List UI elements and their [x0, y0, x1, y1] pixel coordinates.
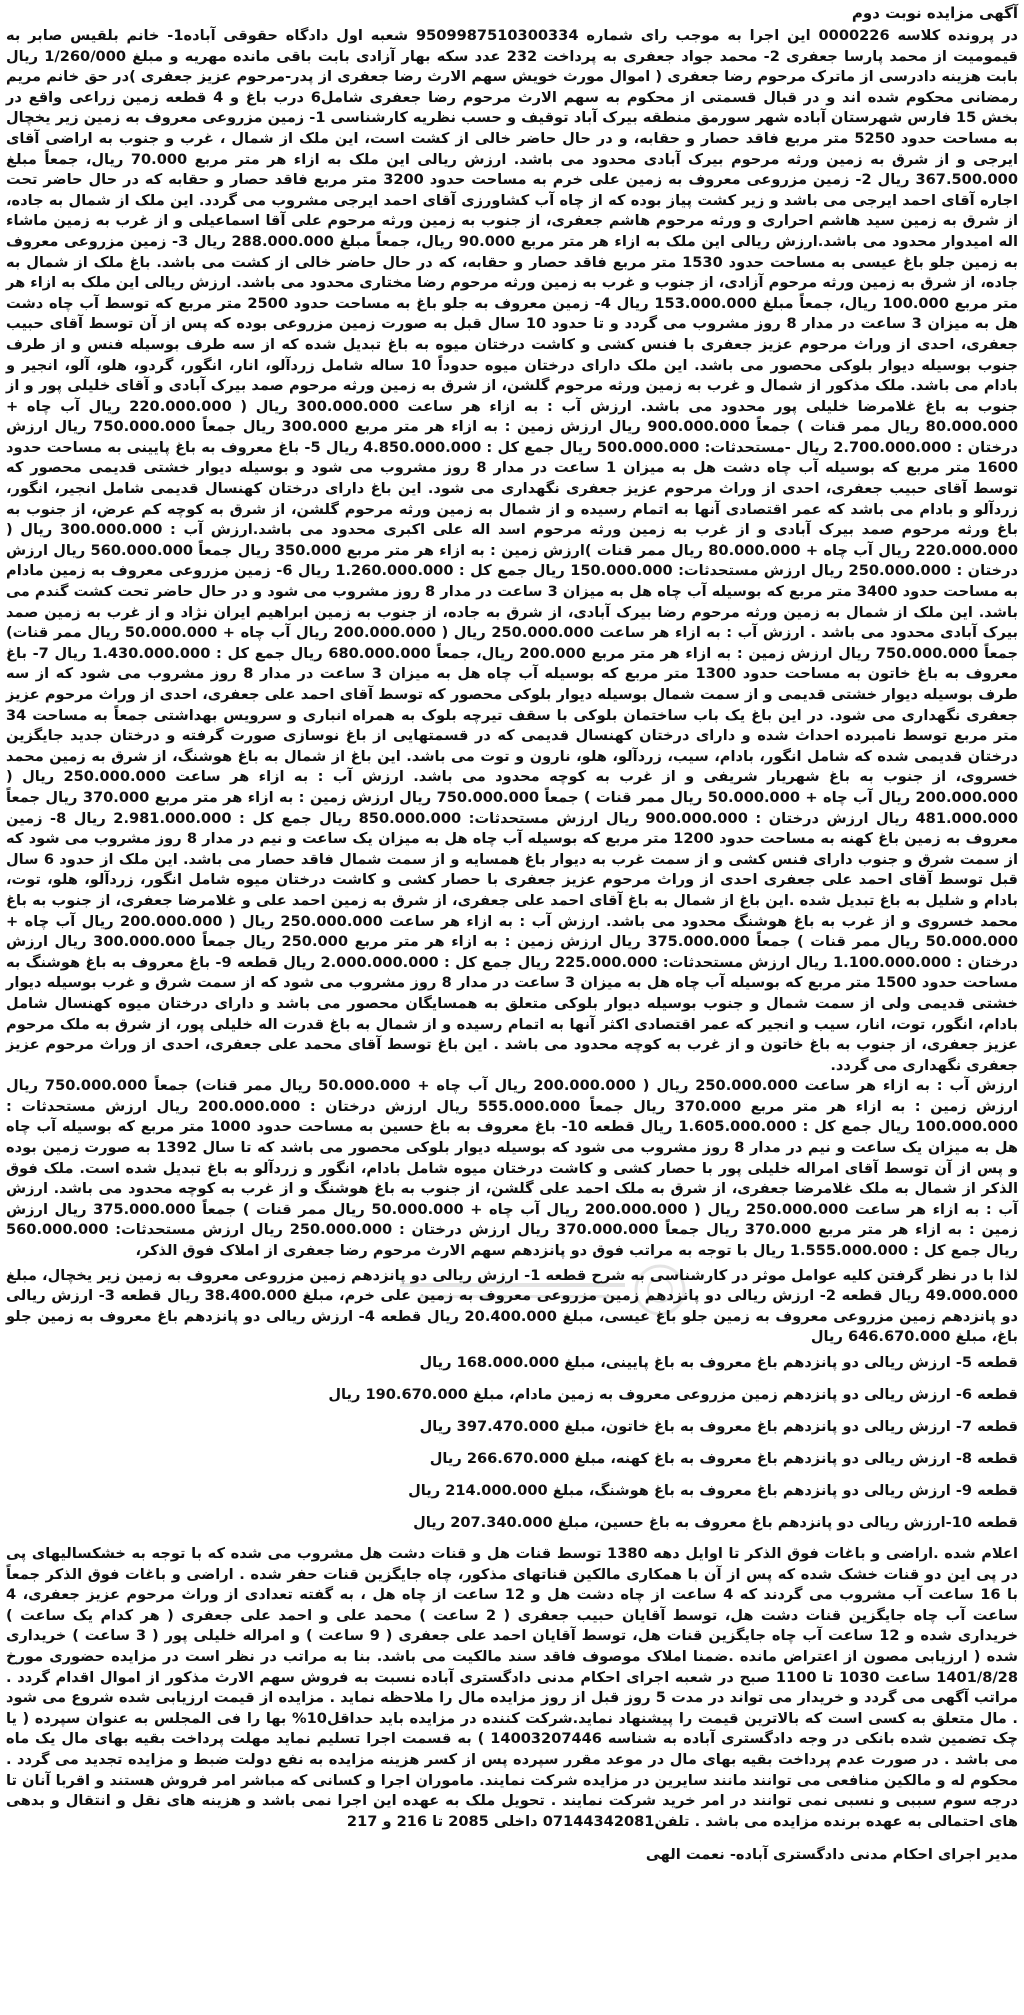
signature-line: مدیر اجرای احکام مدنی دادگستری آباده- نعمت الهی	[645, 1846, 1018, 1864]
list-item: قطعه 10-ارزش ریالی دو پانزدهم باغ معروف به باغ حسین، مبلغ 207.340.000 ریال	[413, 1514, 1018, 1531]
list-item: قطعه 8- ارزش ریالی دو پانزدهم باغ معروف به باغ کهنه، مبلغ 266.670.000 ریال	[429, 1450, 1018, 1467]
notice-title: آگهی مزایده نوبت دوم	[851, 4, 1018, 22]
notice-body-plot10: ارزش آب : به ازاء هر ساعت 250.000.000 ریال ( 200.000.000 ریال آب چاه + 50.000.000 ریال ممر قنات) جمعاً 750.000.000 ریال ارزش زمین : به ازاء هر متر مربع 370.000 ریال جمعاً 555.000.000 ریال ارزش درختان : 200.000.000 ریال ارزش مستحدثات : 100.000.000 ریال جمع کل : 1.605.000.000 ریال قطعه 10- باغ معروف به باغ حسین به مساحت حدود 1000 متر مربع که بوسیله آب چاه هل به میزان یک ساعت و نیم در مدار 8 روز مشروب می شود که بوسیله دیوار بلوکی محصور می باشد که تا سال 1392 به صورت زمین بوده و پس از آن توسط آقای امراله خلیلی پور با حصار کشی و کاشت درختان میوه شامل بادام، انگور و زردآلو به باغ تبدیل شده است. ملک فوق الذکر از شمال به ملک غلامرضا جعفری، از شرق به ملک احمد علی گلشن، از جنوب به باغ هوشنگ و از غرب به کوچه محدود می باشد. ارزش آب : به ازاء هر ساعت 250.000.000 ریال ( 200.000.000 ریال آب چاه + 50.000.000 ریال ممر قنات ) جمعاً 375.000.000 ریال ارزش زمین : به ازاء هر متر مربع 370.000 ریال جمعاً 370.000.000 ریال ارزش درختان : 250.000.000 ریال ارزش مستحدثات: 560.000.000 ریال جمع کل : 1.555.000.000 ریال با توجه به مراتب فوق دو پانزدهم سهم الارث مرحوم رضا جعفری از املاک فوق الذکر،	[6, 1077, 1019, 1260]
plot-valuation-list	[6, 1352, 1018, 1533]
notice-body-main: در پرونده کلاسه 0000226 این اجرا به موجب رای شماره 9509987510300334 شعبه اول دادگاه حقوقی آباده1- خانم بلقیس صابر به قیمومیت از محمد پارسا جعفری 2- محمد جواد جعفری به پرداخت 232 عدد سکه بهار آزادی بابت باقی مانده مهریه و مبلغ 1/260/000 ریال بابت هزینه دادرسی از ماترک مرحوم رضا جعفری ( اموال مورث خویش سهم الارث رضا جعفری از پدر-مرحوم عزیز جعفری )در حق خانم مریم رمضانی محکوم شده اند و در قبال قسمتی از محکوم به سهم الارث مرحوم رضا جعفری شامل6 درب باغ و 4 قطعه زمین زراعی واقع در بخش 15 فارس شهرستان آباده شهر سورمق منطقه بیرک آباد توقیف و حسب نظریه کارشناسی 1- زمین مزروعی معروف به زمین زیر یخچال به مساحت حدود 5250 متر مربع فاقد حصار و حقابه، و در حال حاضر خالی از کشت است، این ملک از شمال ، غرب و جنوب به اراضی آقای ایرجی و از شرق به زمین ورثه مرحوم بیرک آبادی محدود می باشد. ارزش ریالی این ملک به ازاء هر متر مربع 70.000 ریال، جمعاً مبلغ 367.500.000 ریال 2- زمین مزروعی معروف به زمین علی خرم به مساحت حدود 3200 متر مربع فاقد حصار و حقابه که در حال حاضر تحت اجاره آقای احمد ایرجی می باشد و زیر کشت پیاز بوده که از چاه آب کشاورزی آقای احمد ایرجی مشروب می گردد. این ملک از شمال به جاده، از شرق به زمین سید هاشم احراری و ورثه مرحوم هاشم جعفری، از جنوب به زمین ورثه مرحوم علی آقا اسماعیلی و از غرب به زمین ماشاء اله امیدوار محدود می باشد.ارزش ریالی این ملک به ازاء هر متر مربع 90.000 ریال، جمعاً مبلغ 288.000.000 ریال 3- زمین مزروعی معروف به زمین جلو باغ عیسی به مساحت حدود 1530 متر مربع فاقد حصار و حقابه، که در حال حاضر خالی از کشت می باشد. باغ ملک از شمال به جاده، از شرق به زمین ورثه مرحوم آزادی، از جنوب و غرب به زمین ورثه مرحوم رضا مختاری محدود می باشد. ارزش ریالی این ملک به ازاء هر متر مربع 100.000 ریال، جمعاً مبلغ 153.000.000 ریال 4- زمین معروف به جلو باغ به مساحت حدود 2500 متر مربع که توسط آب چاه دشت هل به میزان 3 ساعت در مدار 8 روز مشروب می گردد و تا حدود 10 سال قبل به صورت زمین مزروعی بوده که پس از آن توسط آقای حبیب جعفری، احدی از وراث مرحوم عزیز جعفری با فنس کشی و کاشت درختان میوه به باغ تبدیل شده که از سه طرف بوسیله فنس و از طرف جنوب بوسیله دیوار بلوکی محصور می باشد. این ملک دارای درختان میوه حدوداً 10 ساله شامل زردآلو، انار، انگور، گردو، هلو، آلو، انجیر و بادام می باشد. ملک مذکور از شمال و غرب به زمین ورثه مرحوم گلشن، از شرق به زمین ورثه مرحوم صمد بیرک آبادی و آقای خلیلی پور و از جنوب به باغ غلامرضا خلیلی پور محدود می باشد. ارزش آب : به ازاء هر ساعت 300.000.000 ریال ( 220.000.000 ریال آب چاه + 80.000.000 ریال ممر قنات ) جمعاً 900.000.000 ریال ارزش زمین : به ازاء هر متر مربع 300.000 ریال جمعاً 750.000.000 ریال ارزش درختان : 2.700.000.000 ریال -مستحدثات: 500.000.000 ریال جمع کل : 4.850.000.000 ریال 5- باغ معروف به باغ پایینی به مساحت حدود 1600 متر مربع که بوسیله آب چاه دشت هل به میزان 1 ساعت در مدار 8 روز مشروب می شود و بوسیله دیوار خشتی قدیمی محصور که توسط آقای حبیب جعفری، احدی از وراث مرحوم عزیز جعفری نگهداری می شود. این باغ دارای درختان کهنسال قدیمی شامل انجیر، انگور، زردآلو و بادام می باشد که عمر اقتصادی آنها به اتمام رسیده و از شمال به زمین ورثه مرحوم گلشن، از شرق به کوچه کم عرض، از جنوب به باغ ورثه مرحوم صمد بیرک آبادی و از غرب به زمین ورثه مرحوم اسد اله علی اکبری محدود می باشد.ارزش آب : 300.000.000 ریال ( 220.000.000 ریال آب چاه + 80.000.000 ریال ممر قنات )ارزش زمین : به ازاء هر متر مربع 350.000 ریال جمعاً 560.000.000 ریال ارزش درختان : 250.000.000 ریال ارزش مستحدثات: 150.000.000 ریال جمع کل : 1.260.000.000 ریال 6- زمین مزروعی معروف به زمین مادام به مساحت حدود 3400 متر مربع که بوسیله آب چاه هل به میزان 3 ساعت در مدار 8 روز مشروب می شود و در حال حاضر تحت کشت گندم می باشد. این ملک از شمال به زمین ورثه مرحوم رضا بیرک آبادی، از شرق به جاده، از جنوب به زمین ابراهیم ایران نژاد و از غرب به زمین صمد بیرک آبادی محدود می باشد . ارزش آب : به ازاء هر ساعت 250.000.000 ریال ( 200.000.000 ریال آب چاه + 50.000.000 ریال ممر قنات) جمعاً 750.000.000 ریال ارزش زمین : به ازاء هر متر مربع 200.000 ریال، جمعاً 680.000.000 ریال جمع کل : 1.430.000.000 ریال 7- باغ معروف به باغ خاتون به مساحت حدود 1300 متر مربع که بوسیله آب چاه هل به میزان 3 ساعت در مدار 8 روز مشروب می شود که از سه طرف بوسیله دیوار خشتی قدیمی و از سمت شمال بوسیله دیوار بلوکی محصور که توسط آقای احمد علی جعفری، احدی از وراث مرحوم عزیز جعفری نگهداری می شود. در این باغ یک باب ساختمان بلوکی با سقف تیرچه بلوک به همراه انباری و سرویس بهداشتی جمعاً به مساحت 34 متر مربع توسط نامبرده احداث شده و دارای درختان کهنسال قدیمی که در قسمتهایی از باغ نوسازی صورت گرفته و درختان جدید جایگزین درختان قدیمی شده که شامل انگور، بادام، سیب، زردآلو، هلو، نارون و توت می باشد. این باغ از شمال به باغ هوشنگ، از شرق به زمین محمد خسروی، از جنوب به باغ شهریار شریفی و از غرب به کوچه محدود می باشد. ارزش آب : به ازاء هر ساعت 250.000.000 ریال ( 200.000.000 ریال آب چاه + 50.000.000 ریال ممر قنات ) جمعاً 750.000.000 ریال ارزش زمین : به ازاء هر متر مربع 370.000 ریال جمعاً 481.000.000 ریال ارزش درختان : 900.000.000 ریال ارزش مستحدثات: 850.000.000 ریال جمع کل : 2.981.000.000 ریال 8- زمین معروف به زمین باغ کهنه به مساحت حدود 1200 متر مربع که بوسیله آب چاه هل به میزان یک ساعت و نیم در مدار 8 روز مشروب می شود که از سمت شرق و جنوب دارای فنس کشی و از سمت غرب به دیوار باغ همسایه و از سمت شمال فاقد حصار می باشد. این ملک از حدود 6 سال قبل توسط آقای احمد علی جعفری احدی از وراث مرحوم عزیز جعفری با حصار کشی و کاشت درختان میوه شامل انگور، زردآلو، هلو، توت، بادام و شلیل به باغ تبدیل شده .این باغ از شمال به باغ آقای احمد علی جعفری، از شرق به زمین احمد علی و غلامرضا جعفری، از جنوب به باغ محمد خسروی و از غرب به باغ هوشنگ محدود می باشد. ارزش آب : به ازاء هر ساعت 250.000.000 ریال ( 200.000.000 ریال آب چاه + 50.000.000 ریال ممر قنات ) جمعاً 375.000.000 ریال ارزش زمین : به ازاء هر متر مربع 250.000 ریال جمعاً 300.000.000 ریال ارزش درختان : 1.100.000.000 ریال ارزش مستحدثات: 225.000.000 ریال جمع کل : 2.000.000.000 ریال قطعه 9- باغ معروف به باغ هوشنگ به مساحت حدود 1500 متر مربع که بوسیله آب چاه هل به میزان 3 ساعت در مدار 8 روز مشروب می شود که از سمت شرق و غرب بوسیله دیوار خشتی قدیمی ولی از سمت شمال و جنوب بوسیله دیوار بلوکی متعلق به همسایگان محصور می باشد و دارای درختان میوه کهنسال شامل بادام، انگور، توت، انار، سیب و انجیر که عمر اقتصادی اکثر آنها به اتمام رسیده و از شمال به باغ قدرت اله خلیلی پور، از شرق به ملک مرحوم عزیز جعفری، از جنوب به باغ خاتون و از غرب به کوچه محدود می باشد . این باغ توسط آقای محمد علی جعفری، احدی از وراث مرحوم عزیز جعفری نگهداری می گردد.	[5, 27, 1019, 1074]
notice-terms: اعلام شده .اراضی و باغات فوق الذکر تا اوایل دهه 1380 توسط قنات هل و قنات دشت هل مشروب می شده که با توجه به خشکسالیهای پی در پی این دو قنات خشک شده که پس از آن با همکاری مالکین قناتهای مذکور، چاه جایگزین قنات حفر شده . اراضی و باغات فوق الذکر جمعاً با 16 ساعت آب مشروب می گردند که 4 ساعت از چاه دشت هل و 12 ساعت از چاه هل ، به گفته تعدادی از وراث مرحوم عزیز جعفری، 4 ساعت آب چاه جایگزین قنات دشت هل، توسط آقایان حبیب جعفری ( 2 ساعت ) محمد علی و احمد علی جعفری ( هر کدام یک ساعت ) خریداری شده و 12 ساعت آب چاه جایگزین قنات هل، توسط آقایان احمد علی جعفری ( 9 ساعت ) و امراله خلیلی پور ( 3 ساعت ) خریداری شده ( ارزیابی مصون از اعتراض مانده .ضمنا املاک موصوف فاقد سند مالکیت می باشد. بنا به مراتب در نظر است در مزایده حضوری مورخ 1401/8/28 ساعت 1030 تا 1100 صبح در شعبه اجرای احکام مدنی دادگستری آباده نسبت به فروش سهم الارث مذکور از اموال اقدام گردد . مراتب آگهی می گردد و خریدار می تواند در مدت 5 روز قبل از روز مزایده مال را ملاحظه نماید . مزایده از قیمت ارزیابی شده شروع می شود . مال متعلق به کسی است که بالاترین قیمت را پیشنهاد نماید.شرکت کننده در مزایده باید حداقل10% بها را فی المجلس به عنوان سپرده ( یا چک تضمین شده بانکی در وجه دادگستری آباده به شناسه 14003207446 ) به قسمت اجرا تسلیم نماید مهلت پرداخت بقیه بهای مال یک ماه می باشد . در صورت عدم پرداخت بقیه بهای مال در موعد مقرر سپرده پس از کسر هزینه مزایده به نفع دولت ضبط و مزایده تجدید می گردد . محکوم له و مالکین منافعی می توانند مانند سایرین در مزایده شرکت نمایند. ماموران اجرا و کسانی که مباشر امر فروش هستند و اقربا آنان تا درجه سوم سببی و نسبی نمی توانند در امر خرید شرکت نمایند . تحویل ملک به عهده این اجرا نمی باشد و هزینه های نقل و انتقال و بدهی های احتمالی به عهده برنده مزایده می باشد . تلفن07144342081 داخلی 2085 تا 216 و 217	[6, 1545, 1019, 1830]
list-item: قطعه 5- ارزش ریالی دو پانزدهم باغ معروف به باغ پایینی، مبلغ 168.000.000 ریال	[419, 1354, 1018, 1371]
list-item: قطعه 6- ارزش ریالی دو پانزدهم زمین مزروعی معروف به زمین مادام، مبلغ 190.670.000 ریال	[328, 1386, 1018, 1403]
list-item: قطعه 7- ارزش ریالی دو پانزدهم باغ معروف به باغ خاتون، مبلغ 397.470.000 ریال	[419, 1418, 1018, 1435]
notice-summary-plots-1-4: لذا با در نظر گرفتن کلیه عوامل موثر در کارشناسی به شرح قطعه 1- ارزش ریالی دو پانزدهم زمین مزروعی معروف به زمین زیر یخچال، مبلغ 49.000.000 ریال قطعه 2- ارزش ریالی دو پانزدهم زمین مزروعی معروف به زمین علی خرم، مبلغ 38.400.000 ریال قطعه 3- ارزش ریالی دو پانزدهم زمین مزروعی معروف به زمین جلو باغ عیسی، مبلغ 20.400.000 ریال قطعه 4- ارزش ریالی دو پانزدهم باغ معروف به زمین جلو باغ، مبلغ 646.670.000 ریال	[6, 1266, 1018, 1346]
list-item: قطعه 9- ارزش ریالی دو پانزدهم باغ معروف به باغ هوشنگ، مبلغ 214.000.000 ریال	[408, 1482, 1018, 1499]
